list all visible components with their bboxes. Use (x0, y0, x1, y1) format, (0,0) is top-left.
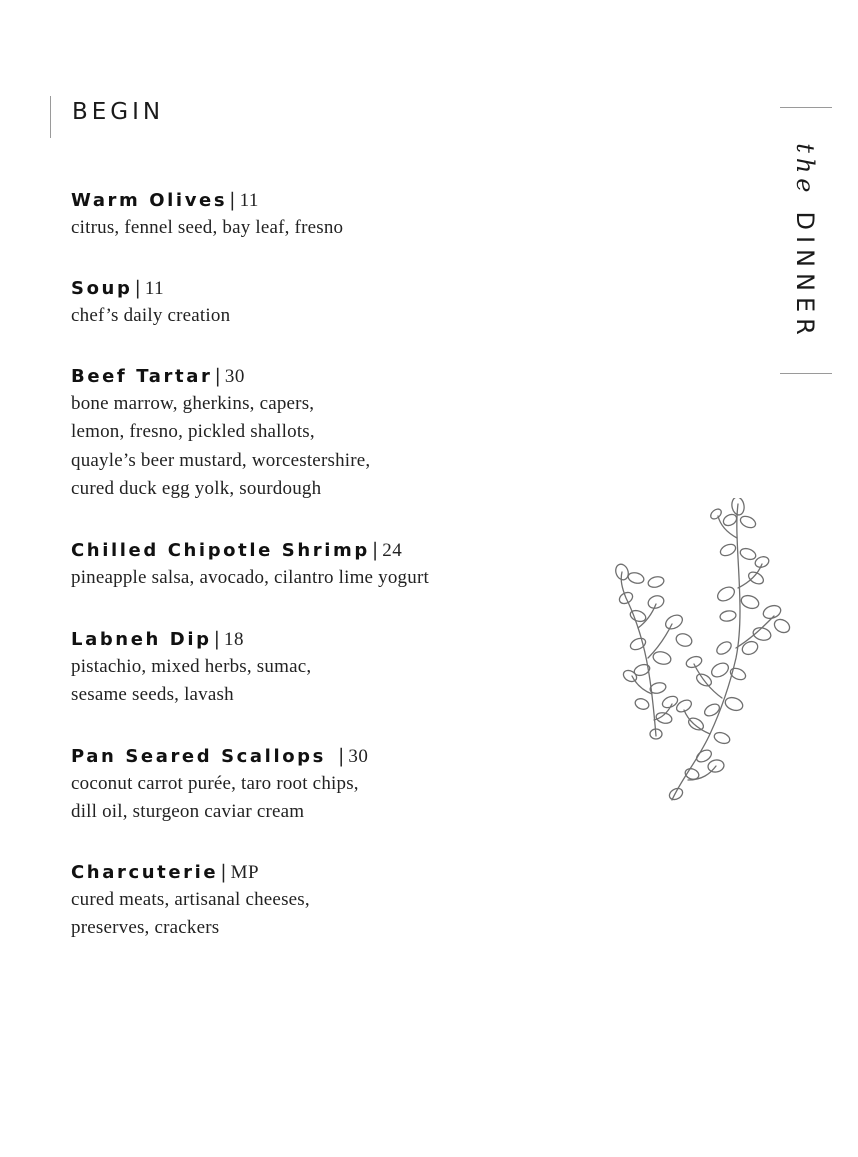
price-separator: | (134, 277, 141, 299)
item-description: bone marrow, gherkins, capers, lemon, fresno, pickled shallots, quayle’s beer mustard, worcestershire, cured duck egg yolk, sourdough (71, 393, 371, 499)
item-price: 11 (239, 190, 259, 211)
menu-item (71, 538, 429, 592)
item-price: MP (230, 862, 260, 883)
item-price: 30 (224, 366, 245, 387)
menu-item (71, 860, 310, 943)
item-description: citrus, fennel seed, bay leaf, fresno (71, 217, 344, 238)
item-price: 30 (348, 746, 369, 767)
item-description: coconut carrot purée, taro root chips, dill oil, sturgeon caviar cream (71, 773, 359, 823)
item-description: cured meats, artisanal cheeses, preserves, crackers (71, 889, 310, 939)
item-description: chef’s daily creation (71, 305, 231, 326)
thyme-sprig-icon (612, 498, 798, 810)
price-separator: | (213, 628, 221, 650)
item-price: 24 (382, 540, 403, 561)
item-price: 11 (144, 278, 165, 299)
item-name: Warm Olives (71, 190, 228, 211)
item-name: Beef Tartar (71, 366, 213, 387)
item-name: Pan Seared Scallops (71, 746, 326, 767)
side-title-rule-bottom (780, 373, 832, 374)
menu-item (71, 364, 370, 503)
side-title-the: the (791, 143, 819, 198)
item-name: Charcuterie (71, 862, 219, 883)
menu-item (71, 276, 230, 330)
menu-item (71, 188, 343, 242)
section-title: BEGIN (72, 99, 165, 125)
item-name: Soup (71, 278, 133, 299)
price-separator: | (371, 539, 379, 561)
price-separator: | (214, 365, 221, 387)
menu-item (71, 744, 368, 827)
menu-item (71, 627, 311, 710)
side-title-rule-top (780, 107, 832, 108)
side-title (793, 143, 817, 341)
item-name: Chilled Chipotle Shrimp (71, 540, 370, 561)
price-separator: | (337, 745, 345, 767)
section-divider (50, 96, 51, 138)
item-price: 18 (224, 629, 245, 650)
price-separator: | (220, 861, 227, 883)
item-name: Labneh Dip (71, 629, 212, 650)
price-separator: | (229, 189, 236, 211)
item-description: pistachio, mixed herbs, sumac, sesame seeds, lavash (71, 656, 312, 706)
item-description: pineapple salsa, avocado, cilantro lime yogurt (71, 567, 429, 588)
side-title-dinner: DINNER (791, 211, 819, 341)
